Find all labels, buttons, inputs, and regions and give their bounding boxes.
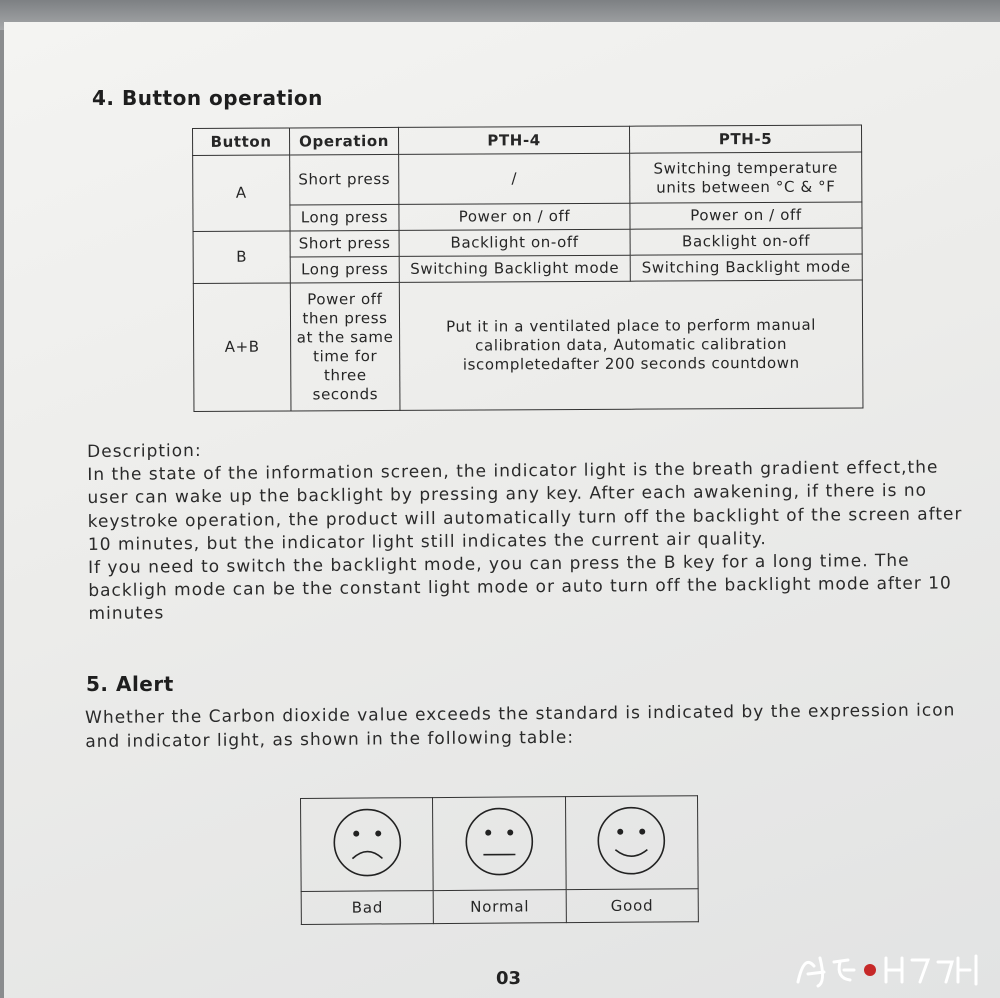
- face-label-row: [301, 889, 698, 925]
- header-pth4: PTH-4: [398, 126, 629, 154]
- table-header-row: [193, 125, 862, 156]
- table-row: [193, 202, 862, 232]
- cell-operation: Short press: [290, 230, 399, 257]
- cell-operation: Power off then press at the same time for three seconds: [290, 282, 400, 411]
- watermark-signature: [790, 948, 990, 992]
- cell-operation: Long press: [290, 204, 399, 231]
- cell-pth4: Backlight on-off: [399, 229, 630, 256]
- cell-pth5: Power on / off: [630, 202, 862, 229]
- table-row: [193, 254, 862, 284]
- face-cell-bad: [301, 798, 434, 892]
- table-row: [193, 228, 862, 258]
- cell-pth4: /: [399, 153, 630, 204]
- cell-button-b: B: [193, 231, 290, 284]
- header-operation: Operation: [290, 127, 399, 155]
- page-number: 03: [496, 968, 522, 989]
- button-operation-table: [192, 124, 863, 412]
- description-block: [87, 433, 979, 626]
- sad-face-icon: [329, 804, 406, 881]
- section-title-alert: 5. Alert: [86, 672, 174, 696]
- table-row: [193, 152, 862, 206]
- description-label: Description:: [87, 441, 202, 462]
- description-paragraph: If you need to switch the backlight mode, you can press the B key for a long time. The backligh mode can be the constant light mode or auto turn off the backlight mode after 10 minutes: [88, 550, 952, 625]
- face-cell-normal: [433, 797, 566, 891]
- smile-face-icon: [593, 802, 670, 879]
- cell-pth5: Switching temperature units between °C & °F: [630, 152, 862, 203]
- cell-pth4: Switching Backlight mode: [399, 255, 630, 282]
- cell-operation: Long press: [290, 256, 399, 283]
- face-label-bad: Bad: [301, 891, 434, 925]
- neutral-face-icon: [461, 803, 538, 880]
- cell-button-a: A: [193, 155, 290, 232]
- cell-calibration-note: Put it in a ventilated place to perform manual calibration data, Automatic calibration iscompletedafter 200 seconds countdown: [399, 280, 863, 410]
- face-icon-row: [301, 796, 699, 892]
- cell-pth5: Switching Backlight mode: [630, 254, 862, 281]
- description-paragraph: In the state of the information screen, the indicator light is the breath gradient effect,the user can wake up the backlight by pressing any key. After each awakening, if there is no keystroke operation, the product will automatically turn off the backlight of the screen after 10 minutes, but the indicator light still indicates the current air quality.: [87, 457, 963, 555]
- table-row: [193, 280, 863, 412]
- face-label-normal: Normal: [433, 890, 566, 924]
- cell-pth4: Power on / off: [399, 203, 630, 230]
- header-pth5: PTH-5: [629, 125, 861, 153]
- header-button: Button: [193, 128, 290, 156]
- cell-button-ab: A+B: [193, 283, 291, 412]
- alert-description: Whether the Carbon dioxide value exceeds the standard is indicated by the expression icon and indicator light, as shown in the following table:: [85, 700, 956, 752]
- cell-pth5: Backlight on-off: [630, 228, 862, 255]
- face-label-good: Good: [566, 889, 699, 923]
- cell-operation: Short press: [290, 154, 399, 205]
- air-quality-face-table: [300, 795, 699, 925]
- section-title-button-operation: 4. Button operation: [92, 86, 323, 110]
- face-cell-good: [565, 796, 698, 890]
